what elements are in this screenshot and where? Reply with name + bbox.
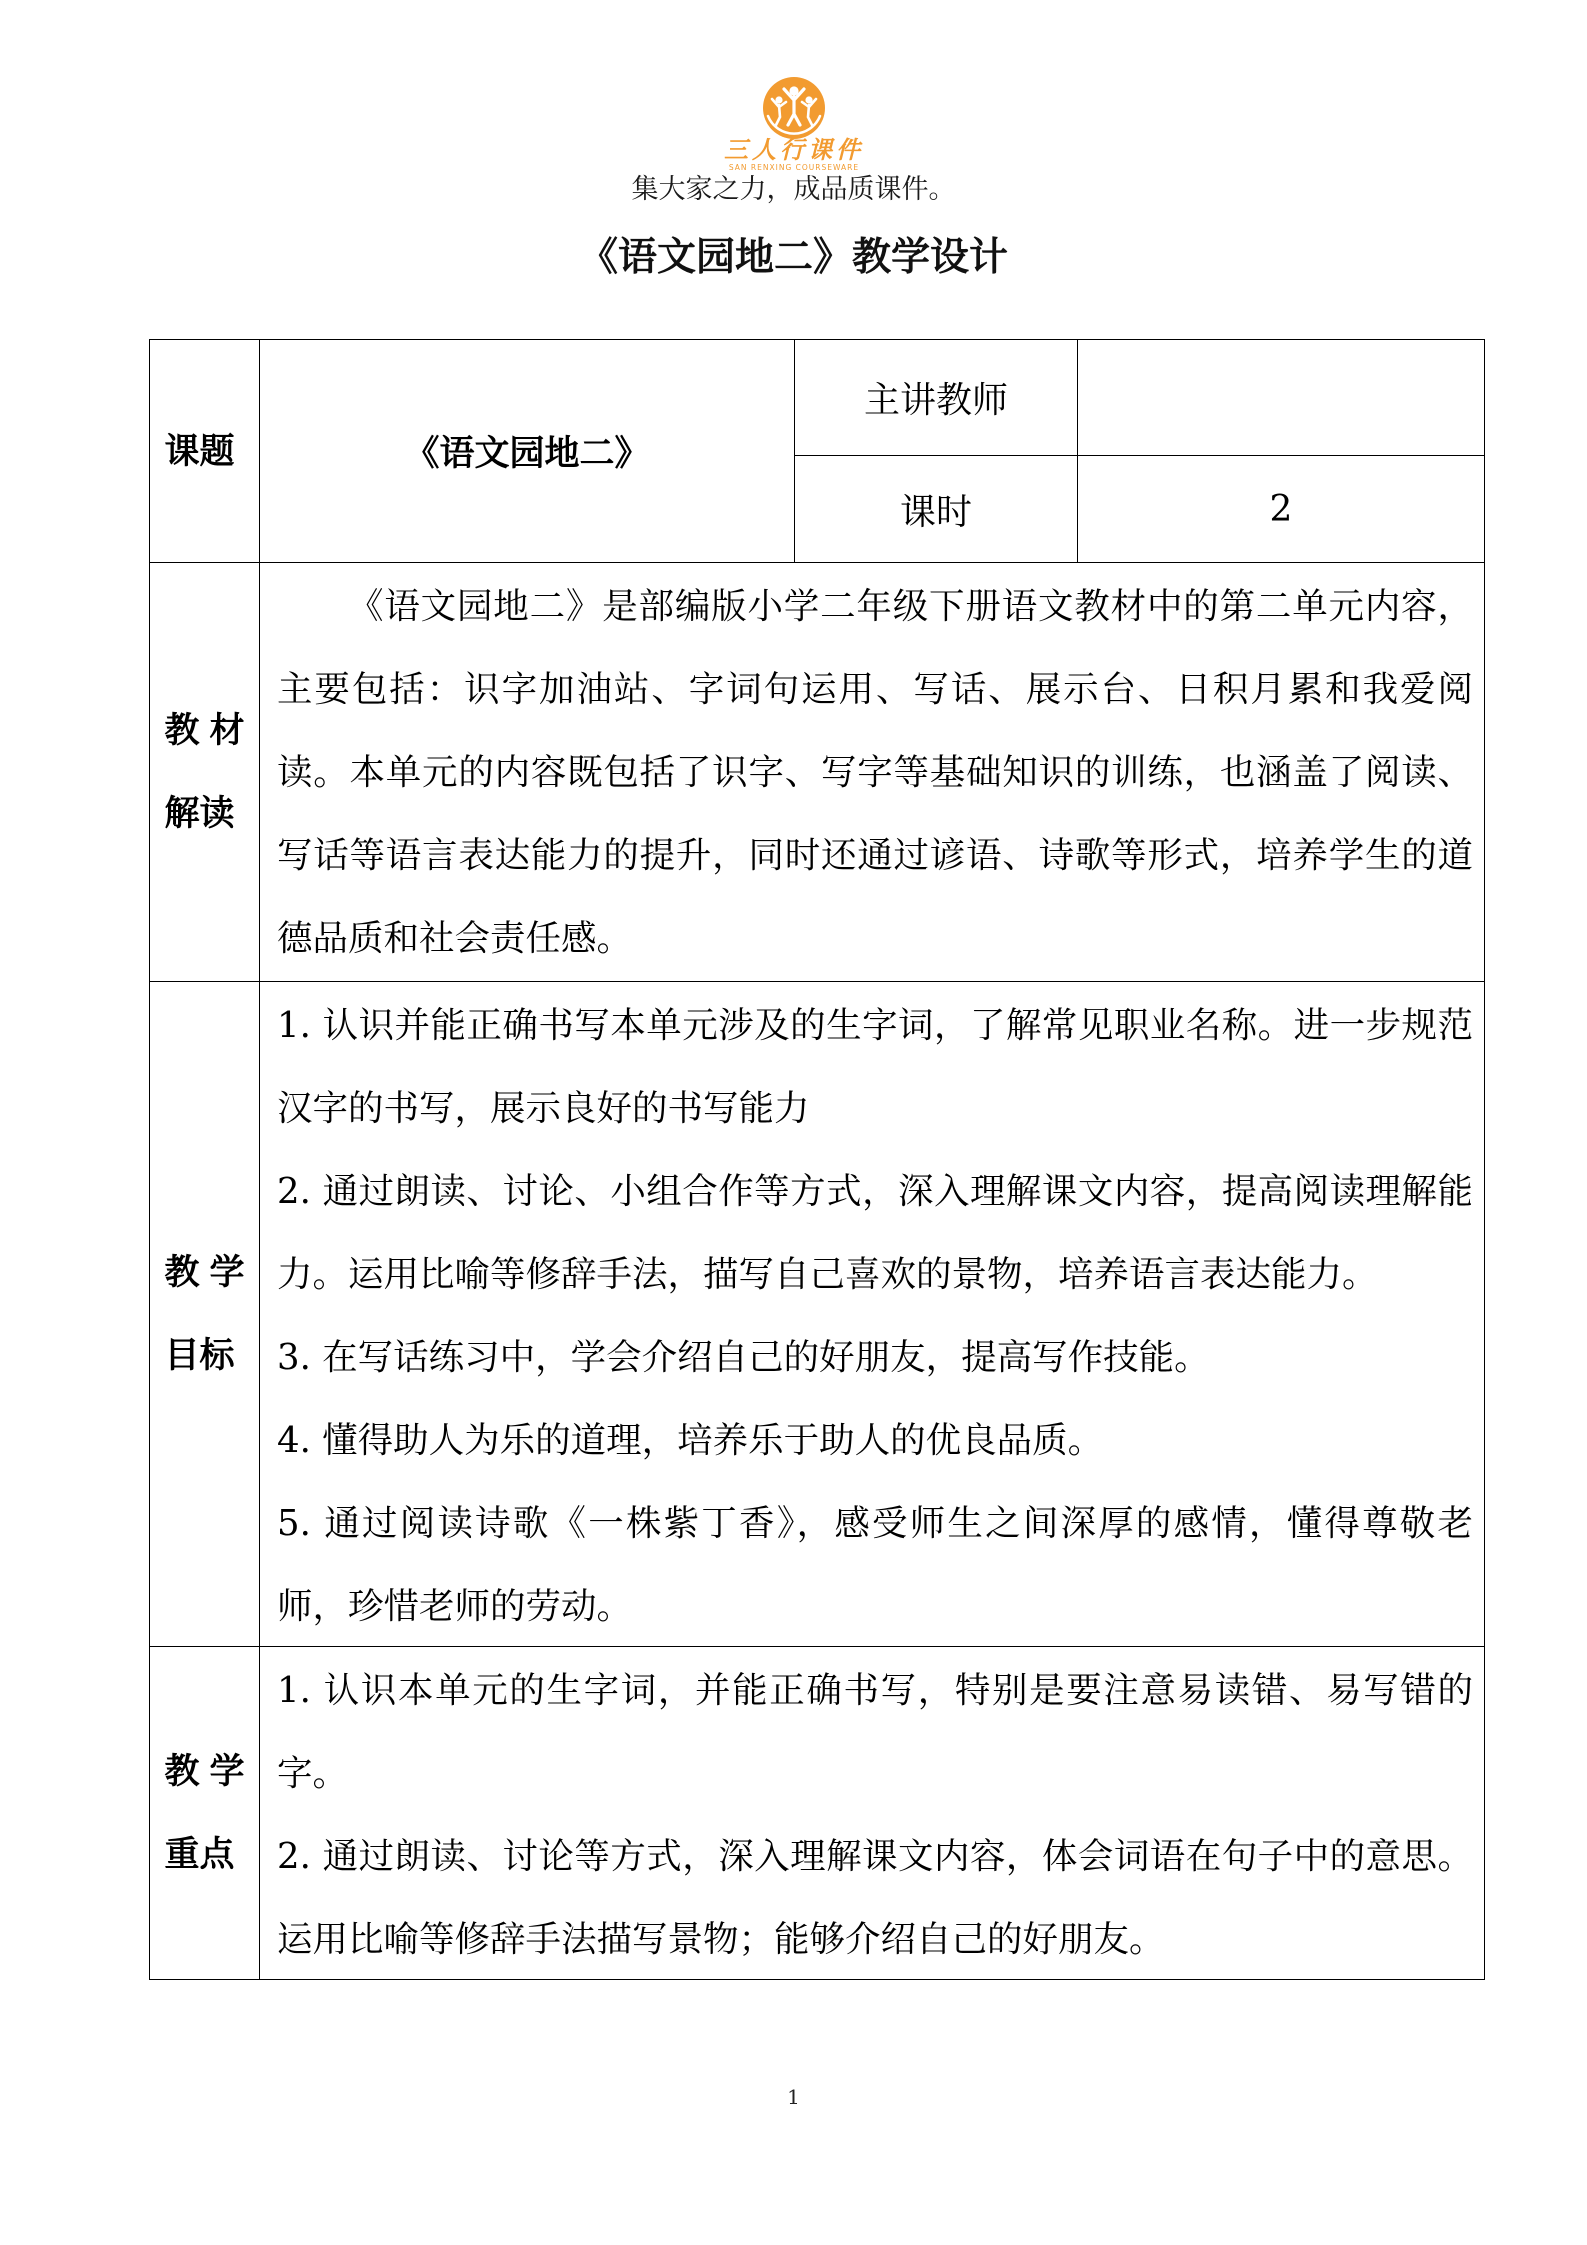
objective-item: 5. 通过阅读诗歌《一株紫丁香》，感受师生之间深厚的感情，懂得尊敬老师，珍惜老师的劳动。 (277, 1503, 1473, 1627)
teacher-label: 主讲教师 (863, 380, 1008, 421)
topic-label: 课题 (164, 430, 235, 472)
table-row-objectives (150, 982, 1485, 1647)
objective-item: 2. 通过朗读、讨论、小组合作等方式，深入理解课文内容，提高阅读理解能力。运用比喻等修辞手法，描写自己喜欢的景物，培养语言表达能力。 (277, 1171, 1473, 1295)
objective-item: 4. 懂得助人为乐的道理，培养乐于助人的优良品质。 (277, 1420, 1104, 1461)
table-row-topic (150, 340, 1485, 456)
key-points-label-cell (150, 1647, 260, 1980)
page-number: 1 (787, 2085, 800, 2109)
table-row-materials (150, 563, 1485, 982)
key-points-content-cell (260, 1647, 1485, 1980)
topic-value-cell (260, 340, 795, 563)
objective-item: 1. 认识并能正确书写本单元涉及的生字词，了解常见职业名称。进一步规范汉字的书写，展示良好的书写能力 (277, 1005, 1473, 1129)
key-point-item: 1. 认识本单元的生字词，并能正确书写，特别是要注意易读错、易写错的字。 (277, 1670, 1473, 1794)
key-points-label: 教学重点 (164, 1751, 245, 1875)
page-title: 《语文园地二》教学设计 (578, 234, 1008, 280)
hours-value: 2 (1269, 488, 1293, 530)
objectives-content-cell (260, 982, 1485, 1647)
hours-label-cell (795, 456, 1078, 563)
teacher-value-cell (1078, 340, 1485, 456)
table-row-key-points (150, 1647, 1485, 1980)
lesson-plan-table (149, 339, 1485, 1980)
key-point-item: 2. 通过朗读、讨论等方式，深入理解课文内容，体会词语在句子中的意思。运用比喻等修辞手法描写景物；能够介绍自己的好朋友。 (277, 1836, 1473, 1960)
objective-item: 3. 在写话练习中，学会介绍自己的好朋友，提高写作技能。 (277, 1337, 1210, 1378)
materials-label: 教材解读 (164, 710, 245, 834)
brand-logo (714, 70, 874, 178)
logo-name-cn: 三人行课件 (724, 135, 864, 164)
objectives-label-cell (150, 982, 260, 1647)
materials-content-cell (260, 563, 1485, 982)
logo-name-en: SAN RENXING COURSEWARE (728, 163, 860, 172)
teacher-label-cell (795, 340, 1078, 456)
topic-value: 《语文园地二》 (404, 433, 650, 474)
slogan: 集大家之力，成品质课件。 (631, 174, 956, 205)
hours-label: 课时 (899, 491, 972, 533)
objectives-label: 教学目标 (164, 1252, 245, 1376)
materials-text: 《语文园地二》是部编版小学二年级下册语文教材中的第二单元内容，主要包括：识字加油站、字词句运用、写话、展示台、日积月累和我爱阅读。本单元的内容既包括了识字、写字等基础知识的训练，也涵盖了阅读、写话等语言表达能力的提升，同时还通过谚语、诗歌等形式，培养学生的道德品质和社会责任感。 (277, 586, 1473, 959)
materials-label-cell (150, 563, 260, 982)
hours-value-cell (1078, 456, 1485, 563)
topic-label-cell (150, 340, 260, 563)
three-people-cheering-icon (714, 70, 874, 178)
